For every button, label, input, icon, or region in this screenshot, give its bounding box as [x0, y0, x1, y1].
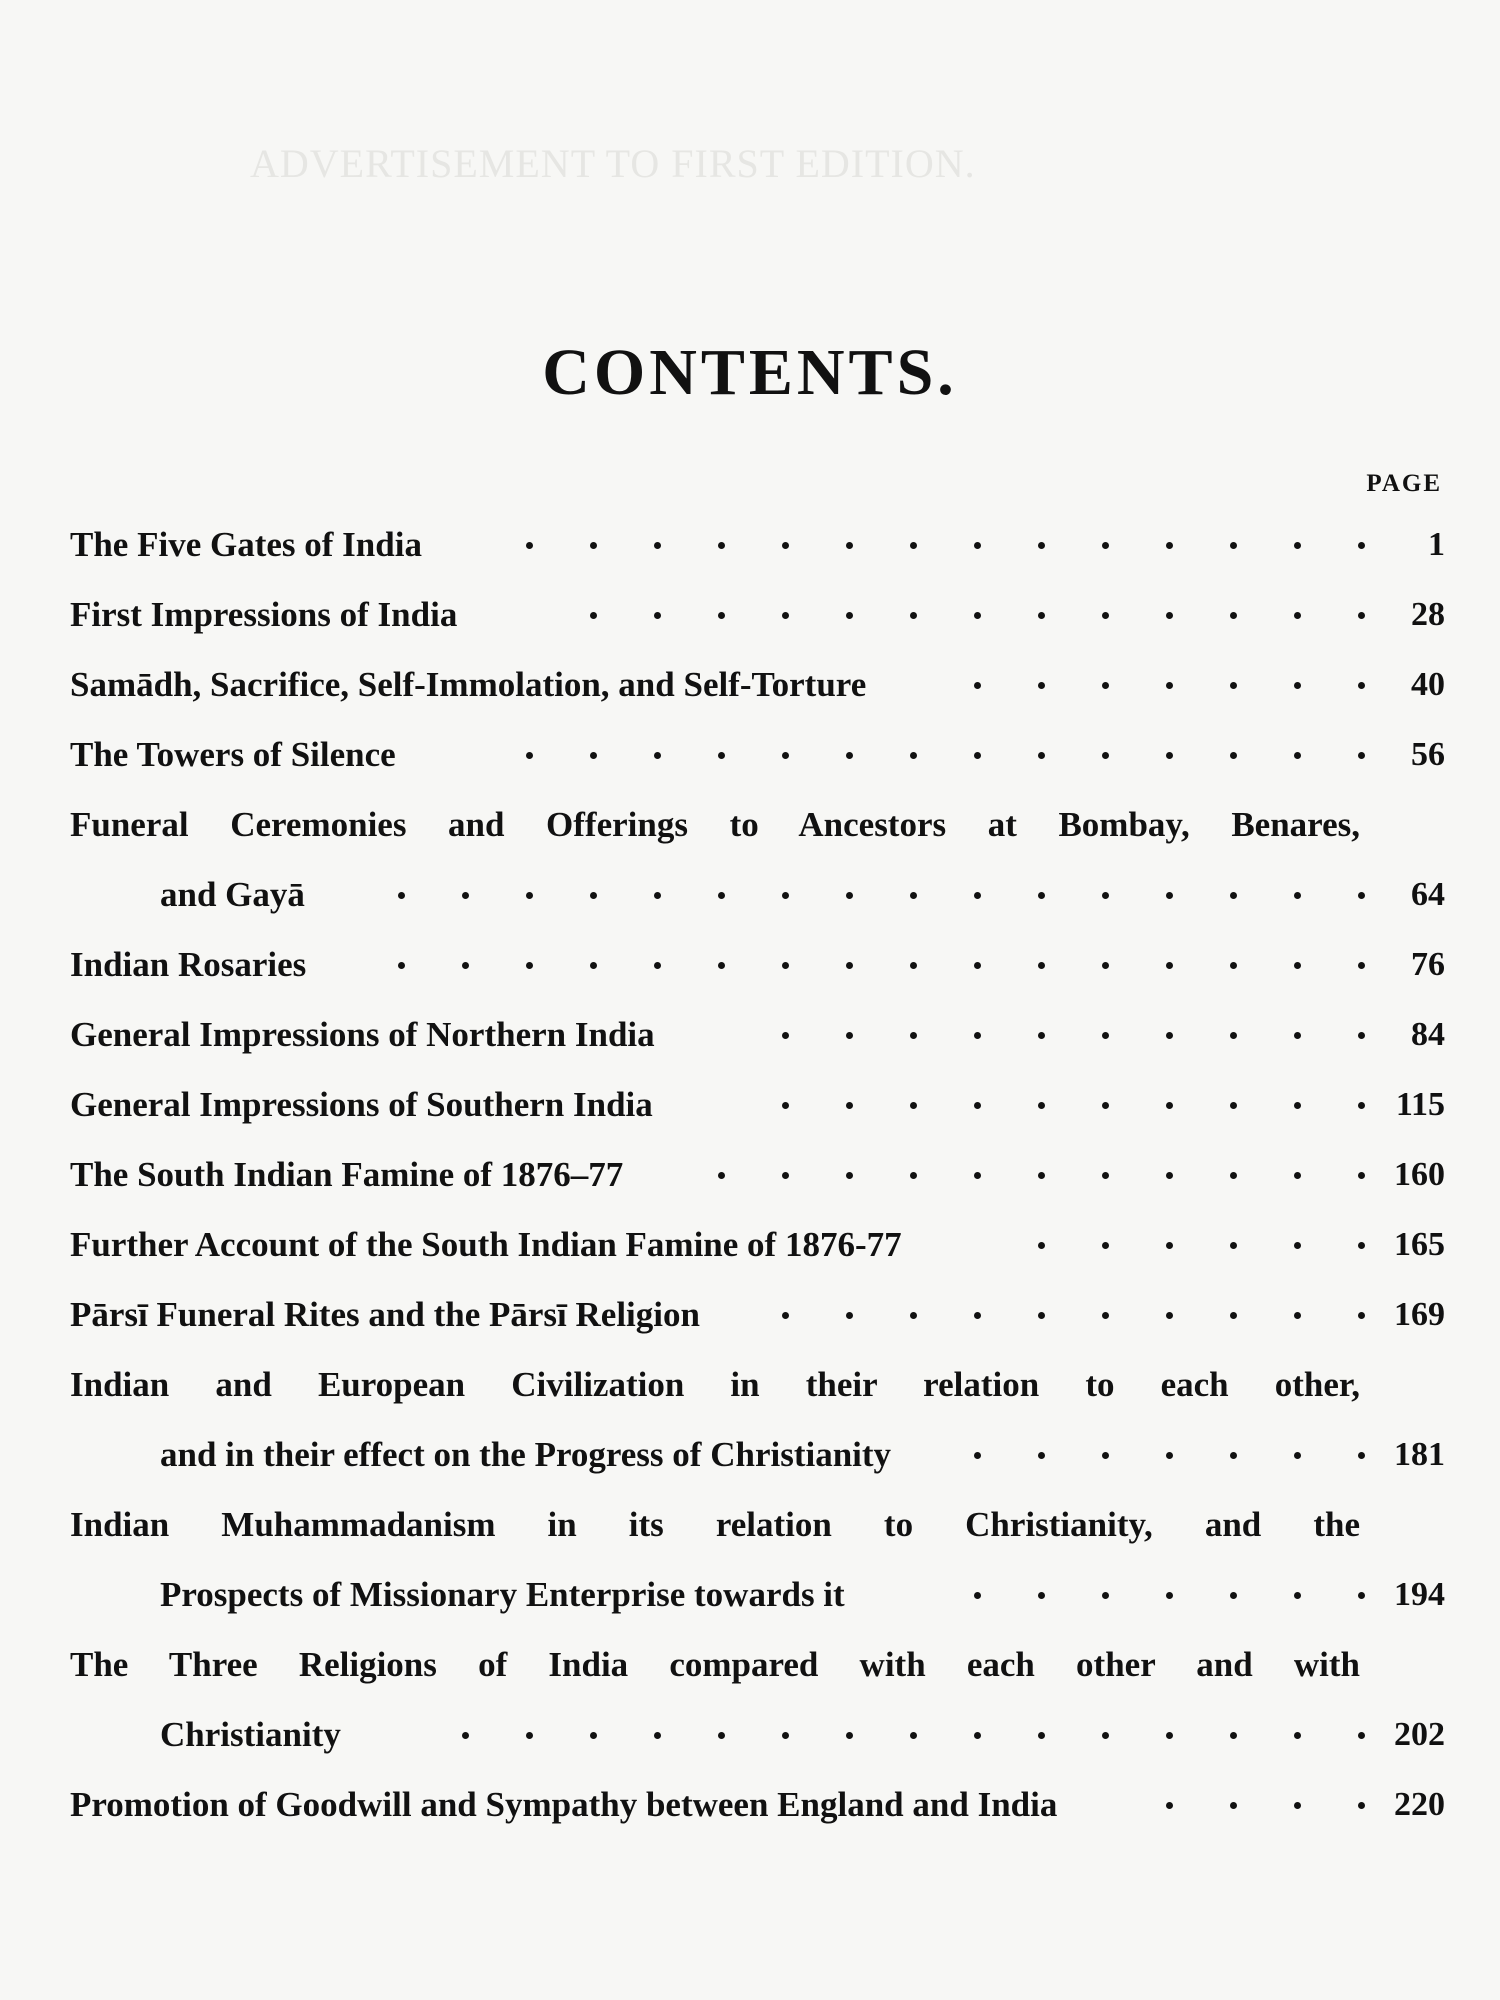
- toc-entry-title: Indian Rosaries: [70, 945, 307, 984]
- leader-dot: [1358, 1452, 1365, 1459]
- leader-dot: [654, 1732, 661, 1739]
- leader-dot: [782, 1732, 789, 1739]
- leader-dot: [718, 542, 725, 549]
- leader-dot: [1166, 962, 1173, 969]
- toc-entry-line: [0, 1425, 1500, 1485]
- leader-dot: [974, 1732, 981, 1739]
- leader-dots: [482, 585, 1365, 645]
- leader-dot: [1230, 1312, 1237, 1319]
- leader-dot: [1358, 962, 1365, 969]
- toc-entry-title: and Gayā: [160, 875, 305, 914]
- toc-entry-line: [0, 585, 1500, 645]
- leader-dot: [526, 1732, 533, 1739]
- toc-page-number: 181: [1394, 1436, 1445, 1473]
- leader-dot: [846, 962, 853, 969]
- leader-dot: [846, 892, 853, 899]
- leader-dot: [910, 752, 917, 759]
- toc-entry-line: [0, 1565, 1500, 1625]
- leader-dots: [331, 935, 1365, 995]
- leader-dot: [1166, 752, 1173, 759]
- leader-dot: [1230, 1592, 1237, 1599]
- leader-dot: [1230, 542, 1237, 549]
- leader-dot: [718, 1732, 725, 1739]
- toc-page-number: 165: [1394, 1226, 1445, 1263]
- toc-entry-title: Samādh, Sacrifice, Self-Immolation, and Self-Torture: [70, 665, 867, 704]
- leader-dot: [974, 1312, 981, 1319]
- leader-dot: [1230, 1242, 1237, 1249]
- leader-dot: [974, 1592, 981, 1599]
- leader-dots: [680, 1005, 1365, 1065]
- leader-dot: [846, 1102, 853, 1109]
- leader-dot: [1358, 1102, 1365, 1109]
- leader-dot: [1294, 1172, 1301, 1179]
- leader-dots: [927, 1215, 1365, 1275]
- leader-dot: [590, 1732, 597, 1739]
- toc-page-number: 28: [1411, 596, 1445, 633]
- leader-dot: [782, 962, 789, 969]
- leader-dot: [1038, 1172, 1045, 1179]
- leader-dot: [910, 1102, 917, 1109]
- toc-entry-title: The Three Religions of India compared with each other and with: [70, 1645, 1360, 1684]
- toc-page-number: 76: [1411, 946, 1445, 983]
- toc-entry-title: Pārsī Funeral Rites and the Pārsī Religion: [70, 1295, 700, 1334]
- leader-dot: [1038, 682, 1045, 689]
- toc-page-number: 84: [1411, 1016, 1445, 1053]
- leader-dot: [1166, 1592, 1173, 1599]
- toc-entry-line: [0, 1775, 1500, 1835]
- leader-dot: [1358, 1172, 1365, 1179]
- leader-dots: [366, 1705, 1365, 1765]
- leader-dot: [1358, 1242, 1365, 1249]
- toc-page-number: 40: [1411, 666, 1445, 703]
- toc-entry-line: [0, 1215, 1500, 1275]
- leader-dot: [846, 1172, 853, 1179]
- leader-dot: [654, 612, 661, 619]
- leader-dot: [526, 962, 533, 969]
- leader-dot: [1358, 1032, 1365, 1039]
- leader-dot: [654, 542, 661, 549]
- leader-dot: [1294, 612, 1301, 619]
- leader-dot: [1358, 612, 1365, 619]
- leader-dot: [1166, 542, 1173, 549]
- leader-dots: [330, 865, 1365, 925]
- leader-dot: [782, 1102, 789, 1109]
- leader-dot: [1294, 682, 1301, 689]
- leader-dot: [782, 542, 789, 549]
- leader-dot: [1230, 1802, 1237, 1809]
- leader-dot: [1294, 892, 1301, 899]
- leader-dots: [891, 655, 1365, 715]
- toc-entry-title: First Impressions of India: [70, 595, 458, 634]
- leader-dot: [910, 962, 917, 969]
- toc-entry-title: Prospects of Missionary Enterprise towards it: [160, 1575, 845, 1614]
- toc-entry-title: The Five Gates of India: [70, 525, 422, 564]
- leader-dot: [654, 892, 661, 899]
- leader-dot: [1294, 1592, 1301, 1599]
- leader-dot: [1038, 612, 1045, 619]
- leader-dot: [590, 752, 597, 759]
- toc-entry-title: Funeral Ceremonies and Offerings to Ancestors at Bombay, Benares,: [70, 805, 1360, 844]
- leader-dot: [782, 612, 789, 619]
- leader-dot: [1230, 892, 1237, 899]
- leader-dot: [1166, 1732, 1173, 1739]
- leader-dot: [974, 682, 981, 689]
- leader-dot: [974, 612, 981, 619]
- toc-entry-line: [0, 725, 1500, 785]
- leader-dot: [846, 1732, 853, 1739]
- toc-entry-line: [0, 1075, 1500, 1135]
- leader-dot: [462, 1732, 469, 1739]
- toc-entry-line: [0, 1635, 1500, 1695]
- leader-dot: [1166, 682, 1173, 689]
- leader-dot: [526, 892, 533, 899]
- toc-entry-line: [0, 865, 1500, 925]
- leader-dot: [1102, 1312, 1109, 1319]
- leader-dot: [782, 1172, 789, 1179]
- toc-page-number: 56: [1411, 736, 1445, 773]
- leader-dot: [1230, 962, 1237, 969]
- leader-dot: [1102, 612, 1109, 619]
- leader-dot: [846, 1032, 853, 1039]
- leader-dot: [1294, 1802, 1301, 1809]
- leader-dot: [1166, 1802, 1173, 1809]
- leader-dot: [1038, 1732, 1045, 1739]
- leader-dot: [1294, 1242, 1301, 1249]
- leader-dot: [974, 1032, 981, 1039]
- leader-dot: [1038, 752, 1045, 759]
- leader-dots: [447, 515, 1365, 575]
- toc-page-number: 194: [1394, 1576, 1445, 1613]
- toc-entry-line: [0, 1495, 1500, 1555]
- leader-dot: [1102, 1032, 1109, 1039]
- toc-entry-title: Promotion of Goodwill and Sympathy between England and India: [70, 1785, 1058, 1824]
- leader-dots: [725, 1285, 1365, 1345]
- leader-dot: [526, 752, 533, 759]
- leader-dot: [1294, 962, 1301, 969]
- leader-dot: [1230, 1032, 1237, 1039]
- leader-dot: [398, 892, 405, 899]
- leader-dot: [1166, 1032, 1173, 1039]
- leader-dot: [1102, 542, 1109, 549]
- leader-dot: [398, 962, 405, 969]
- page-title: CONTENTS.: [542, 336, 958, 409]
- leader-dot: [846, 612, 853, 619]
- toc-page-number: 64: [1411, 876, 1445, 913]
- leader-dot: [782, 1032, 789, 1039]
- toc-entry-line: [0, 1005, 1500, 1065]
- toc-entry-title: The South Indian Famine of 1876–77: [70, 1155, 624, 1194]
- leader-dot: [1102, 682, 1109, 689]
- leader-dot: [1358, 752, 1365, 759]
- leader-dot: [1358, 892, 1365, 899]
- leader-dot: [1230, 752, 1237, 759]
- leader-dot: [526, 542, 533, 549]
- toc-page-number: 202: [1394, 1716, 1445, 1753]
- toc-entry-title: Indian and European Civilization in their relation to each other,: [70, 1365, 1360, 1404]
- leader-dot: [1294, 1312, 1301, 1319]
- leader-dot: [590, 612, 597, 619]
- leader-dot: [654, 962, 661, 969]
- toc-page-number: 115: [1395, 1086, 1445, 1123]
- toc-entry-title: Further Account of the South Indian Famine of 1876-77: [70, 1225, 902, 1264]
- leader-dot: [910, 542, 917, 549]
- leader-dot: [1102, 1242, 1109, 1249]
- leader-dot: [1038, 962, 1045, 969]
- toc-entry-title: General Impressions of Southern India: [70, 1085, 653, 1124]
- leader-dot: [1166, 1452, 1173, 1459]
- leader-dot: [1102, 1452, 1109, 1459]
- leader-dot: [1166, 1242, 1173, 1249]
- leader-dot: [1358, 1312, 1365, 1319]
- leader-dots: [870, 1565, 1365, 1625]
- leader-dot: [654, 752, 661, 759]
- leader-dot: [1358, 542, 1365, 549]
- leader-dot: [974, 1452, 981, 1459]
- leader-dots: [421, 725, 1365, 785]
- toc-entry-line: [0, 515, 1500, 575]
- toc-entry-line: [0, 1705, 1500, 1765]
- toc-entry-line: [0, 795, 1500, 855]
- bleed-through-text: ADVERTISEMENT TO FIRST EDITION.: [250, 141, 976, 186]
- toc-entry-title: General Impressions of Northern India: [70, 1015, 655, 1054]
- leader-dot: [1294, 1452, 1301, 1459]
- leader-dot: [718, 1172, 725, 1179]
- leader-dot: [1102, 962, 1109, 969]
- leader-dot: [462, 892, 469, 899]
- leader-dot: [974, 1102, 981, 1109]
- leader-dot: [718, 962, 725, 969]
- leader-dot: [1230, 682, 1237, 689]
- toc-page-number: 169: [1394, 1296, 1445, 1333]
- leader-dot: [590, 962, 597, 969]
- leader-dot: [1102, 752, 1109, 759]
- leader-dot: [718, 612, 725, 619]
- leader-dot: [1230, 1452, 1237, 1459]
- leader-dot: [910, 1172, 917, 1179]
- leader-dot: [1166, 612, 1173, 619]
- leader-dot: [782, 892, 789, 899]
- leader-dot: [1358, 1802, 1365, 1809]
- leader-dot: [590, 892, 597, 899]
- leader-dot: [1102, 1732, 1109, 1739]
- leader-dot: [1230, 1732, 1237, 1739]
- leader-dot: [1230, 1102, 1237, 1109]
- toc-entry-line: [0, 1355, 1500, 1415]
- leader-dot: [1038, 1452, 1045, 1459]
- toc-entry-line: [0, 935, 1500, 995]
- leader-dots: [648, 1145, 1365, 1205]
- leader-dot: [1166, 892, 1173, 899]
- leader-dot: [910, 1312, 917, 1319]
- leader-dot: [1102, 1592, 1109, 1599]
- leader-dot: [1294, 1732, 1301, 1739]
- leader-dot: [1294, 1102, 1301, 1109]
- toc-page-number: 1: [1428, 526, 1445, 563]
- leader-dot: [1038, 1032, 1045, 1039]
- leader-dot: [974, 962, 981, 969]
- leader-dot: [1294, 752, 1301, 759]
- toc-entry-line: [0, 1145, 1500, 1205]
- leader-dot: [718, 752, 725, 759]
- page-column-label: PAGE: [1366, 470, 1442, 497]
- leader-dot: [910, 892, 917, 899]
- leader-dot: [974, 752, 981, 759]
- leader-dot: [1038, 1312, 1045, 1319]
- leader-dot: [1038, 1592, 1045, 1599]
- leader-dot: [1294, 1032, 1301, 1039]
- leader-dot: [462, 962, 469, 969]
- toc-entry-title: The Towers of Silence: [70, 735, 396, 774]
- leader-dot: [974, 542, 981, 549]
- leader-dot: [1358, 1592, 1365, 1599]
- leader-dot: [782, 1312, 789, 1319]
- leader-dot: [974, 1172, 981, 1179]
- leader-dot: [1230, 612, 1237, 619]
- leader-dot: [910, 1732, 917, 1739]
- leader-dot: [590, 542, 597, 549]
- leader-dot: [1102, 1172, 1109, 1179]
- leader-dot: [1358, 1732, 1365, 1739]
- leader-dot: [718, 892, 725, 899]
- toc-page-number: 220: [1394, 1786, 1445, 1823]
- leader-dot: [1038, 1242, 1045, 1249]
- toc-entry-title: Christianity: [160, 1715, 341, 1754]
- leader-dot: [1166, 1312, 1173, 1319]
- toc-page-number: 160: [1394, 1156, 1445, 1193]
- leader-dot: [974, 892, 981, 899]
- leader-dot: [782, 752, 789, 759]
- toc-entry-line: [0, 655, 1500, 715]
- leader-dot: [846, 1312, 853, 1319]
- leader-dot: [1166, 1172, 1173, 1179]
- leader-dot: [1166, 1102, 1173, 1109]
- leader-dot: [1230, 1172, 1237, 1179]
- leader-dot: [1038, 892, 1045, 899]
- toc-entry-line: [0, 1285, 1500, 1345]
- toc-entry-title: and in their effect on the Progress of Christianity: [160, 1435, 892, 1474]
- leader-dot: [1102, 1102, 1109, 1109]
- leader-dot: [1102, 892, 1109, 899]
- leader-dot: [910, 612, 917, 619]
- leader-dots: [678, 1075, 1365, 1135]
- leader-dot: [846, 542, 853, 549]
- toc-entry-title: Indian Muhammadanism in its relation to Christianity, and the: [70, 1505, 1360, 1544]
- leader-dot: [846, 752, 853, 759]
- leader-dot: [1038, 1102, 1045, 1109]
- leader-dots: [916, 1425, 1365, 1485]
- leader-dot: [910, 1032, 917, 1039]
- leader-dot: [1038, 542, 1045, 549]
- leader-dot: [1358, 682, 1365, 689]
- leader-dot: [1294, 542, 1301, 549]
- leader-dots: [1082, 1775, 1365, 1835]
